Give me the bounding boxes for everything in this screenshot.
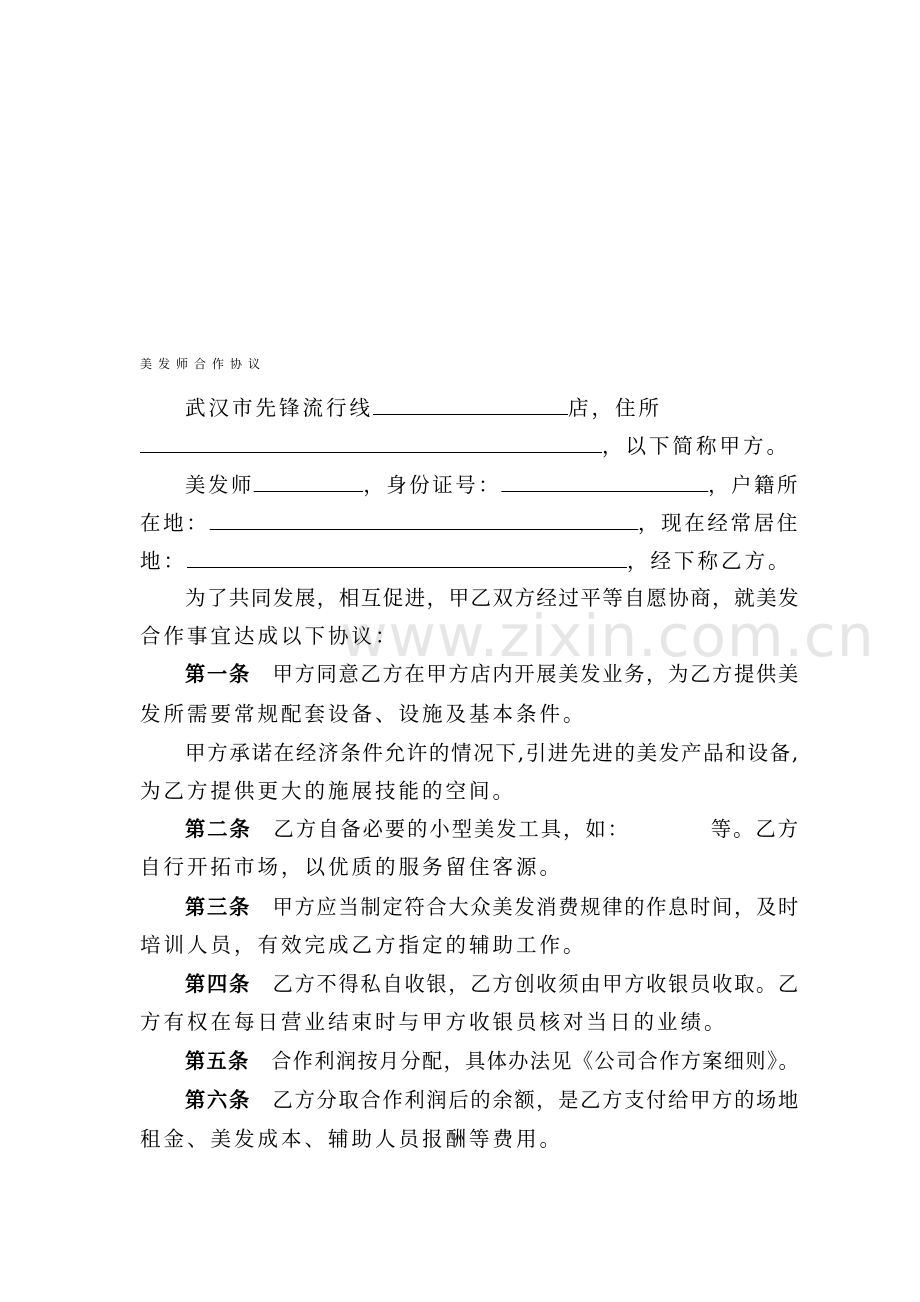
- preamble-line-1: 为了共同发展，相互促进，甲乙双方经过平等自愿协商，就美发: [185, 586, 800, 610]
- party-a-line-1: [185, 392, 662, 422]
- article-5-label: 第五条: [185, 1049, 250, 1073]
- article-3-line-2: 培训人员，有效完成乙方指定的辅助工作。: [140, 933, 587, 957]
- article-4-line-2: 方有权在每日营业结束时与甲方收银员核对当日的业绩。: [140, 1010, 728, 1034]
- article-2-text-2: 等。乙方: [710, 817, 800, 841]
- article-1-extra-line-2: 为乙方提供更大的施展技能的空间。: [140, 779, 516, 803]
- article-4-line-1: [185, 970, 800, 998]
- article-1-label: 第一条: [185, 662, 251, 686]
- party-b-line-3: [140, 545, 792, 575]
- party-a-suffix: ，以下简称甲方。: [602, 434, 790, 458]
- household-label-cont: 在地：: [140, 511, 210, 535]
- residence-label-cont: 地：: [140, 549, 187, 573]
- party-a-address-blank[interactable]: [140, 430, 602, 453]
- stylist-name-blank[interactable]: [254, 469, 363, 492]
- party-a-address-label: 店，住所: [568, 396, 662, 420]
- article-4-label: 第四条: [185, 972, 251, 996]
- preamble-line-2: 合作事宜达成以下协议：: [140, 624, 399, 648]
- party-b-line-1: [185, 469, 800, 499]
- document-title: 美发师合作协议: [140, 357, 267, 371]
- article-2-line-1: [185, 815, 800, 843]
- watermark: www.zixin.com.cn: [340, 602, 875, 670]
- article-4-text-1: 乙方不得私自收银，乙方创收须由甲方收银员收取。乙: [272, 972, 800, 996]
- article-1-line-2: 发所需要常规配套设备、设施及基本条件。: [140, 702, 587, 726]
- article-5-text-1: 合作利润按月分配，具体办法见《公司合作方案细则》。: [271, 1049, 800, 1073]
- stylist-label: 美发师: [185, 473, 254, 497]
- id-number-label: ，身份证号：: [363, 473, 502, 497]
- party-b-line-2: [140, 507, 800, 537]
- article-1-line-1: [185, 660, 800, 688]
- article-6-text-1: 乙方分取合作利润后的余额，是乙方支付给甲方的场地: [272, 1088, 800, 1112]
- party-a-store-prefix: 武汉市先锋流行线: [185, 396, 373, 420]
- store-name-blank[interactable]: [373, 392, 568, 415]
- article-1-text-1: 甲方同意乙方在甲方店内开展美发业务，为乙方提供美: [272, 662, 800, 686]
- article-6-line-1: [185, 1086, 800, 1114]
- article-3-label: 第三条: [185, 895, 251, 919]
- party-b-suffix: ，经下称乙方。: [627, 549, 792, 573]
- article-2-text-1: 乙方自备必要的小型美发工具，如：: [273, 817, 630, 841]
- article-6-label: 第六条: [185, 1088, 251, 1112]
- article-3-line-1: [185, 893, 800, 921]
- article-2-line-2: 自行开拓市场，以优质的服务留住客源。: [140, 855, 563, 879]
- party-a-line-2: [140, 430, 790, 460]
- article-3-text-1: 甲方应当制定符合大众美发消费规律的作息时间，及时: [272, 895, 800, 919]
- article-5-line-1: [185, 1047, 800, 1075]
- household-address-blank[interactable]: [209, 507, 638, 530]
- article-6-line-2: 租金、美发成本、辅助人员报酬等费用。: [140, 1127, 563, 1151]
- residence-label: ，现在经常居住: [637, 511, 800, 535]
- residence-address-blank[interactable]: [187, 545, 627, 568]
- article-2-label: 第二条: [185, 817, 252, 841]
- article-1-extra-line-1: 甲方承诺在经济条件允许的情况下,引进先进的美发产品和设备,: [185, 741, 800, 765]
- household-label: ，户籍所: [708, 473, 800, 497]
- id-number-blank[interactable]: [501, 469, 708, 492]
